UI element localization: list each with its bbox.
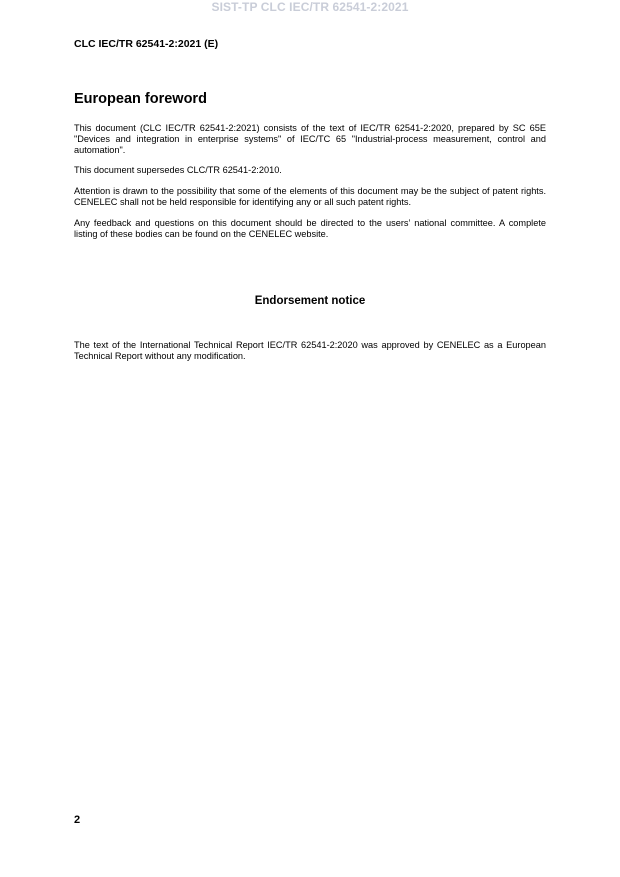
foreword-paragraph-scope: This document (CLC IEC/TR 62541-2:2021) consists of the text of IEC/TR 62541-2:2020, prepared by SC 65E "Devices and integration in enterprise systems" of IEC/TC 65 "Industrial-process measurement, control and automation". bbox=[74, 123, 546, 155]
foreword-paragraph-feedback: Any feedback and questions on this document should be directed to the users’ national committee. A complete listing of these bodies can be found on the CENELEC website. bbox=[74, 217, 546, 239]
document-id-header: CLC IEC/TR 62541-2:2021 (E) bbox=[74, 38, 219, 50]
page-number: 2 bbox=[74, 814, 81, 826]
foreword-paragraph-supersedes: This document supersedes CLC/TR 62541-2:2010. bbox=[74, 165, 282, 176]
foreword-body bbox=[74, 123, 546, 249]
foreword-title: European foreword bbox=[74, 91, 207, 107]
endorsement-body bbox=[74, 340, 546, 372]
foreword-paragraph-patent: Attention is drawn to the possibility that some of the elements of this document may be the subject of patent rights. CENELEC shall not be held responsible for identifying any or all such patent rights. bbox=[74, 186, 546, 207]
endorsement-paragraph: The text of the International Technical Report IEC/TR 62541-2:2020 was approved by CENELEC as a European Technical Report without any modification. bbox=[74, 340, 546, 361]
watermark: SIST-TP CLC IEC/TR 62541-2:2021 bbox=[211, 0, 409, 14]
endorsement-title: Endorsement notice bbox=[254, 295, 366, 307]
